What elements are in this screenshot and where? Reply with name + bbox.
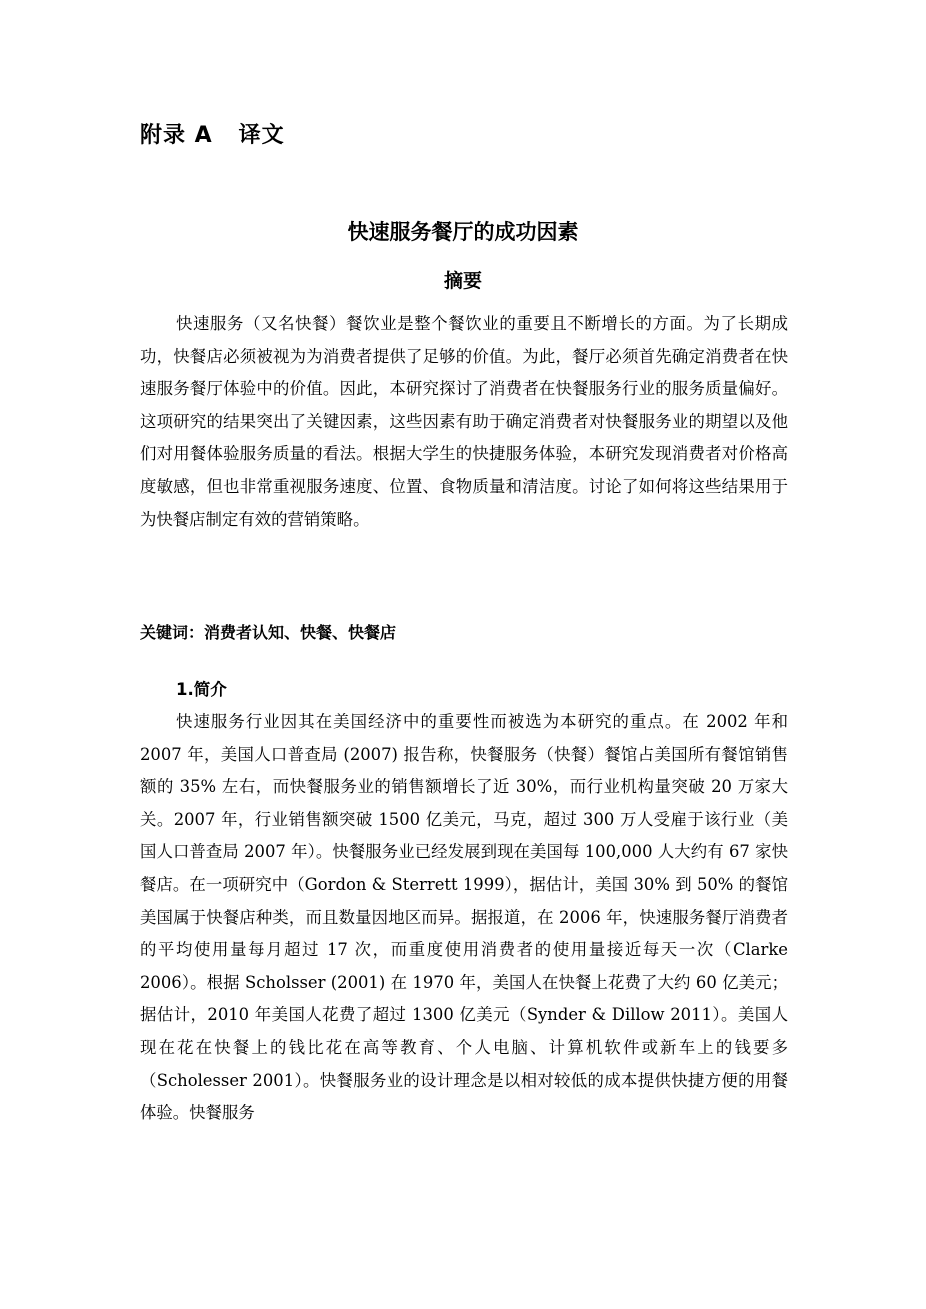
- document-title: 快速服务餐厅的成功因素: [347, 220, 579, 244]
- abstract-body: 快速服务（又名快餐）餐饮业是整个餐饮业的重要且不断增长的方面。为了长期成功，快餐店必须被视为为消费者提供了足够的价值。为此，餐厅必须首先确定消费者在快速服务餐厅体验中的价值。因此，本研究探讨了消费者在快餐服务行业的服务质量偏好。这项研究的结果突出了关键因素，这些因素有助于确定消费者对快餐服务业的期望以及他们对用餐体验服务质量的看法。根据大学生的快捷服务体验，本研究发现消费者对价格高度敏感，但也非常重视服务速度、位置、食物质量和清洁度。讨论了如何将这些结果用于为快餐店制定有效的营销策略。: [140, 314, 788, 529]
- abstract-heading: 摘要: [443, 270, 482, 292]
- section-heading-introduction: 1.简介: [176, 680, 227, 699]
- introduction-body: 快速服务行业因其在美国经济中的重要性而被选为本研究的重点。在 2002 年和 2007 年，美国人口普查局 (2007) 报告称，快餐服务（快餐）餐馆占美国所有餐馆销售额的 35% 左右，而快餐服务业的销售额增长了近 30%，而行业机构量突破 20 万家大关。2007 年，行业销售额突破 1500 亿美元，马克，超过 300 万人受雇于该行业（美国人口普查局 2007 年）。快餐服务业已经发展到现在美国每 100,000 人大约有 67 家快餐店。在一项研究中（Gordon & Sterrett 1999），据估计，美国 30% 到 50% 的餐馆美国属于快餐店种类，而且数量因地区而异。据报道，在 2006 年，快速服务餐厅消费者的平均使用量每月超过 17 次，而重度使用消费者的使用量接近每天一次（Clarke 2006）。根据 Scholsser (2001) 在 1970 年，美国人在快餐上花费了大约 60 亿美元；据估计，2010 年美国人花费了超过 1300 亿美元（Synder & Dillow 2011）。美国人现在花在快餐上的钱比花在高等教育、个人电脑、计算机软件或新车上的钱要多（Scholesser 2001）。快餐服务业的设计理念是以相对较低的成本提供快捷方便的用餐体验。快餐服务: [140, 712, 788, 1123]
- keywords-line: 关键词：消费者认知、快餐、快餐店: [140, 623, 397, 642]
- appendix-title: 附录 A 译文: [140, 123, 285, 148]
